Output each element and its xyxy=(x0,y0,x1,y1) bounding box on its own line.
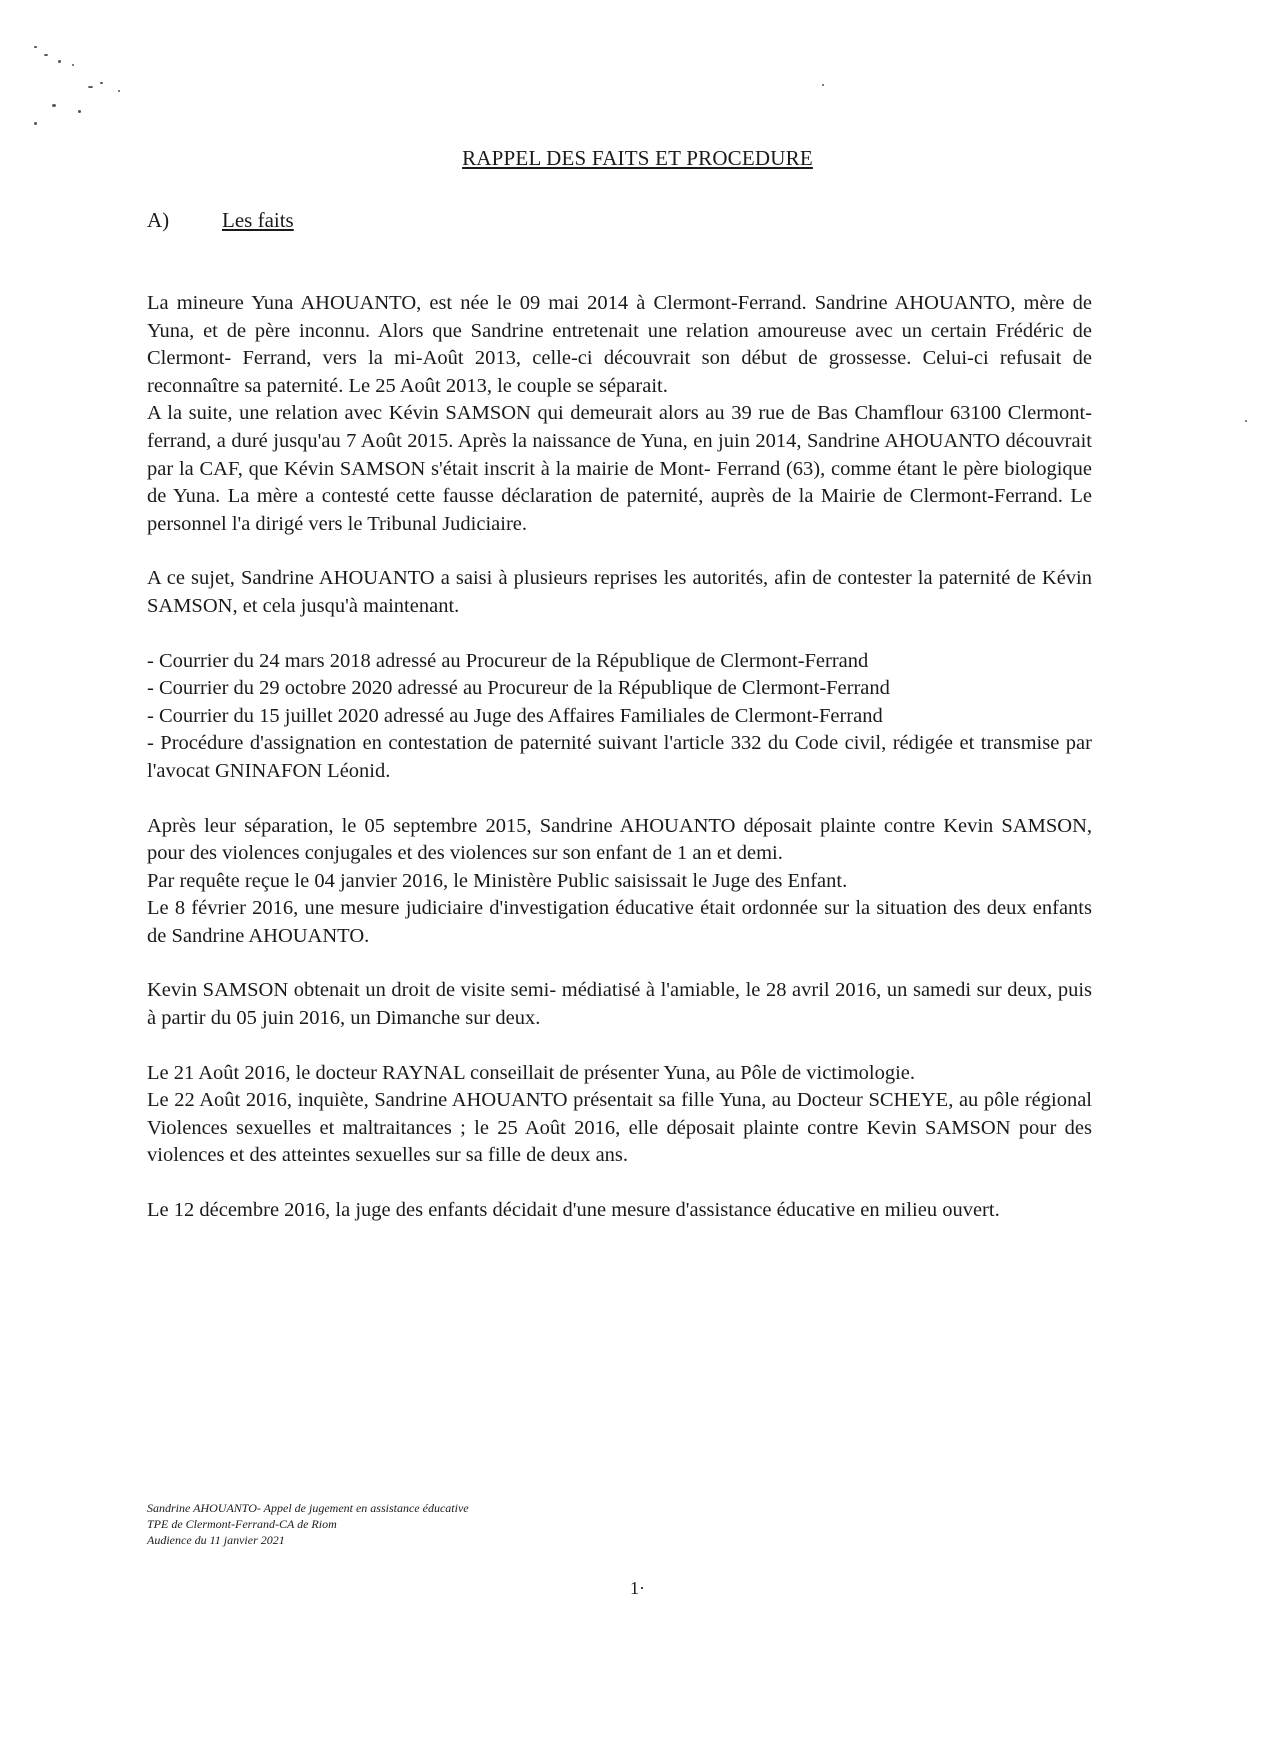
document-footer xyxy=(147,1500,469,1548)
paragraph: Le 8 février 2016, une mesure judiciaire d'investigation éducative était ordonnée sur la situation des deux enfants de Sandrine AHOUANTO. xyxy=(147,897,1092,947)
paragraph: Le 12 décembre 2016, la juge des enfants décidait d'une mesure d'assistance éducative en milieu ouvert. xyxy=(147,1199,1000,1222)
document-body xyxy=(147,290,1092,1225)
section-letter: A) xyxy=(147,208,170,232)
footer-line: TPE de Clermont-Ferrand-CA de Riom xyxy=(147,1517,337,1531)
paragraph: La mineure Yuna AHOUANTO, est née le 09 mai 2014 à Clermont-Ferrand. Sandrine AHOUANTO, mère de Yuna, et de père inconnu. Alors que Sandrine entretenait une relation amoureuse avec un certain Frédéric de Clermont- Ferrand, vers la mi-Août 2013, celle-ci découvrait son début de grossesse. Celui-ci refusait de reconnaître sa paternité. Le 25 Août 2013, le couple se séparait. xyxy=(147,292,1092,397)
footer-line: Audience du 11 janvier 2021 xyxy=(147,1533,285,1547)
footer-line: Sandrine AHOUANTO- Appel de jugement en assistance éducative xyxy=(147,1501,469,1515)
list-item: - Procédure d'assignation en contestation de paternité suivant l'article 332 du Code civil, rédigée et transmise par l'avocat GNINAFON Léonid. xyxy=(147,732,1092,782)
paragraph: Le 21 Août 2016, le docteur RAYNAL conseillait de présenter Yuna, au Pôle de victimologie. xyxy=(147,1061,916,1084)
paragraph: Par requête reçue le 04 janvier 2016, le Ministère Public saisissait le Juge des Enfant. xyxy=(147,869,848,892)
list-item: - Courrier du 15 juillet 2020 adressé au Juge des Affaires Familiales de Clermont-Ferrand xyxy=(147,704,883,727)
paragraph: A la suite, une relation avec Kévin SAMSON qui demeurait alors au 39 rue de Bas Chamflour 63100 Clermont-ferrand, a duré jusqu'au 7 Août 2015. Après la naissance de Yuna, en juin 2014, Sandrine AHOUANTO découvrait par la CAF, que Kévin SAMSON s'était inscrit à la mairie de Mont- Ferrand (63), comme étant le père biologique de Yuna. La mère a contesté cette fausse déclaration de paternité, auprès de la Mairie de Clermont-Ferrand. Le personnel l'a dirigé vers le Tribunal Judiciaire. xyxy=(147,402,1092,535)
paragraph: Kevin SAMSON obtenait un droit de visite semi- médiatisé à l'amiable, le 28 avril 2016, un samedi sur deux, puis à partir du 05 juin 2016, un Dimanche sur deux. xyxy=(147,979,1092,1030)
document-title: RAPPEL DES FAITS ET PROCEDURE xyxy=(462,146,813,170)
section-heading xyxy=(147,208,294,233)
list-item: - Courrier du 24 mars 2018 adressé au Procureur de la République de Clermont-Ferrand xyxy=(147,649,869,672)
paragraph: Après leur séparation, le 05 septembre 2015, Sandrine AHOUANTO déposait plainte contre Kevin SAMSON, pour des violences conjugales et des violences sur son enfant de 1 an et demi. xyxy=(147,814,1092,865)
paragraph: Le 22 Août 2016, inquiète, Sandrine AHOUANTO présentait sa fille Yuna, au Docteur SCHEYE, au pôle régional Violences sexuelles et maltraitances ; le 25 Août 2016, elle déposait plainte contre Kevin SAMSON pour des violences et des atteintes sexuelles sur sa fille de deux ans. xyxy=(147,1089,1092,1167)
list-item: - Courrier du 29 octobre 2020 adressé au Procureur de la République de Clermont-Ferrand xyxy=(147,677,890,700)
page-number: 1· xyxy=(630,1578,645,1598)
section-label: Les faits xyxy=(222,208,294,232)
paragraph: A ce sujet, Sandrine AHOUANTO a saisi à plusieurs reprises les autorités, afin de contester la paternité de Kévin SAMSON, et cela jusqu'à maintenant. xyxy=(147,567,1092,617)
